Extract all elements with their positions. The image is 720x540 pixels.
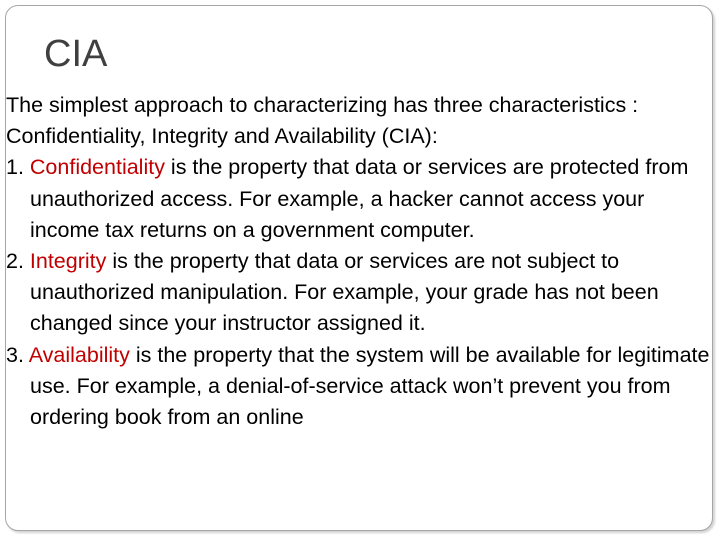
- integrity-term: Integrity: [29, 249, 107, 274]
- list-number: 1.: [6, 155, 30, 180]
- list-number: 3.: [6, 342, 29, 367]
- availability-term: Availability: [28, 342, 130, 367]
- availability-paragraph: [6, 340, 716, 434]
- list-number: 2.: [6, 249, 30, 274]
- confidentiality-definition: is the property that data or services are protected from unauthorized access. For example, a hacker cannot access your income tax returns on a government computer.: [30, 155, 689, 242]
- availability-definition: is the property that the system will be available for legitimate use. For example, a denial-of-service attack won’t prevent you from ordering book from an online: [30, 342, 710, 430]
- intro-paragraph: [6, 90, 716, 121]
- cia-heading-paragraph: [6, 121, 716, 152]
- slide-body: [6, 90, 716, 540]
- integrity-definition: is the property that data or services are not subject to unauthorized manipulation. For example, your grade has not been changed since your instructor assigned it.: [30, 249, 659, 336]
- cia-heading-text: Confidentiality, Integrity and Availability (CIA):: [6, 124, 438, 149]
- integrity-paragraph: [6, 246, 716, 340]
- confidentiality-term: Confidentiality: [29, 155, 165, 180]
- intro-text: The simplest approach to characterizing has three characteristics :: [6, 93, 639, 117]
- confidentiality-paragraph: [6, 152, 716, 246]
- slide-title: CIA: [44, 33, 108, 75]
